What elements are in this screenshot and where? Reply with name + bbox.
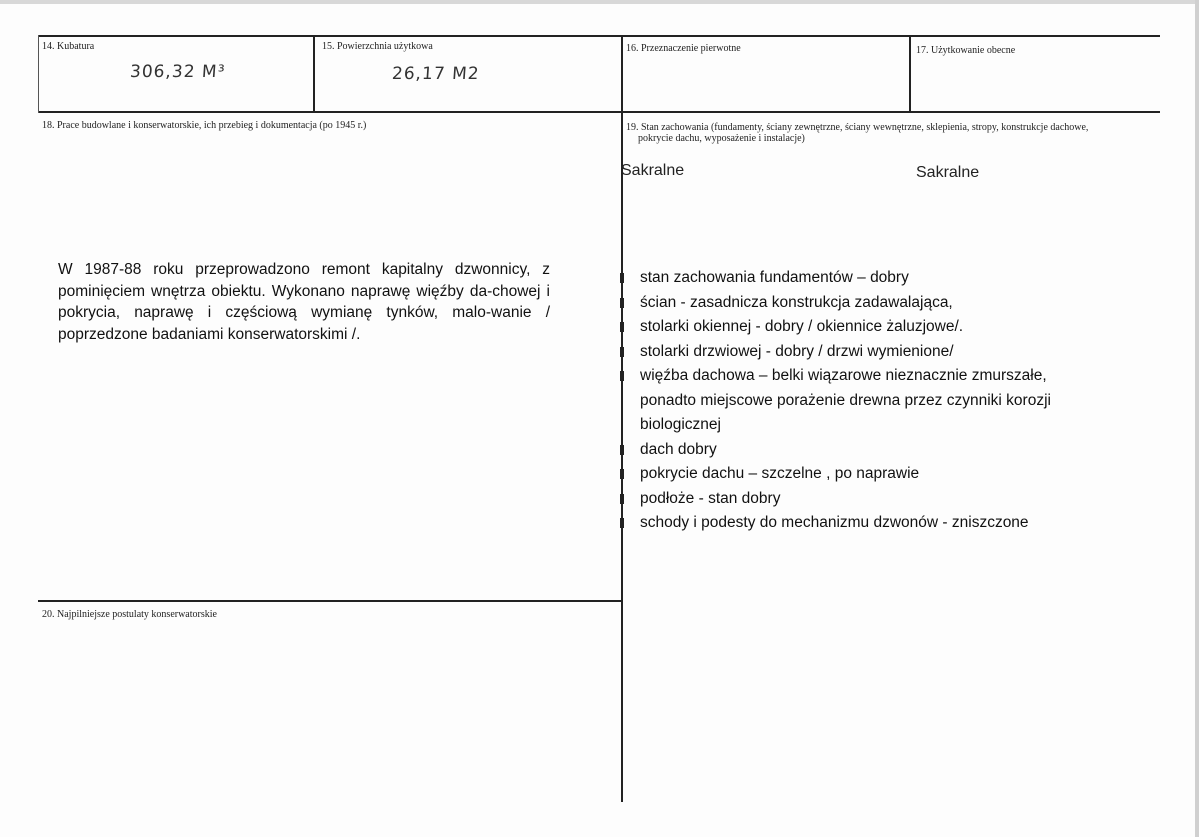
bullet-icon bbox=[620, 298, 624, 308]
list-item-continuation: ponadto miejscowe porażenie drewna przez czynniki korozji bbox=[640, 391, 1051, 409]
border-left bbox=[38, 35, 39, 113]
field-18-text: W 1987-88 roku przeprowadzono remont kapitalny dzwonnicy, z pominięciem wnętrza obiektu. Wykonano naprawę więźby da-chowej i pokrycia, naprawę i częściową wymianę tynków, malo-wanie / poprzedzone badaniami konserwatorskimi /. bbox=[58, 261, 550, 343]
field-16-label: 16. Przeznaczenie pierwotne bbox=[626, 43, 741, 54]
rule-row1-bottom bbox=[38, 111, 1160, 113]
list-item: podłoże - stan dobry bbox=[620, 487, 1110, 512]
bullet-icon bbox=[620, 347, 624, 357]
list-item: stan zachowania fundamentów – dobry bbox=[620, 266, 1110, 291]
field-17-label: 17. Użytkowanie obecne bbox=[916, 45, 1016, 56]
list-item: schody i podesty do mechanizmu dzwonów - zniszczone bbox=[620, 511, 1110, 536]
section-heading-left: Sakralne bbox=[621, 162, 685, 179]
field-15-value: 26,17 M2 bbox=[391, 64, 481, 84]
rule-section18-bottom bbox=[38, 600, 622, 602]
condition-list bbox=[620, 266, 1110, 536]
bullet-icon bbox=[620, 494, 624, 504]
bullet-icon bbox=[620, 469, 624, 479]
scan-edge-right bbox=[1195, 0, 1199, 837]
scan-edge-top bbox=[0, 0, 1199, 4]
list-item: więźba dachowa – belki wiązarowe nieznacznie zmurszałe, bbox=[620, 364, 1110, 389]
list-item: stolarki okiennej - dobry / okiennice żaluzjowe/. bbox=[620, 315, 1110, 340]
bullet-icon bbox=[620, 322, 624, 332]
list-item: dach dobry bbox=[620, 438, 1110, 463]
bullet-icon bbox=[620, 371, 624, 381]
field-14-label: 14. Kubatura bbox=[42, 41, 95, 52]
field-19-label-line1: 19. Stan zachowania (fundamenty, ściany zewnętrzne, ściany wewnętrzne, sklepienia, stropy, konstrukcje dachowe, bbox=[626, 122, 1089, 133]
divider-14-15 bbox=[313, 35, 315, 113]
bullet-icon bbox=[620, 273, 624, 283]
divider-16-17 bbox=[909, 35, 911, 113]
field-20-label: 20. Najpilniejsze postulaty konserwatorskie bbox=[42, 609, 217, 620]
field-18-label: 18. Prace budowlane i konserwatorskie, ich przebieg i dokumentacja (po 1945 r.) bbox=[42, 120, 367, 131]
rule-top bbox=[38, 35, 1160, 37]
list-item: stolarki drzwiowej - dobry / drzwi wymienione/ bbox=[620, 340, 1110, 365]
field-14-value: 306,32 M³ bbox=[129, 62, 227, 82]
list-item-continuation: biologicznej bbox=[640, 416, 721, 433]
bullet-icon bbox=[620, 445, 624, 455]
bullet-icon bbox=[620, 518, 624, 528]
field-19-label-line2: pokrycie dachu, wyposażenie i instalacje) bbox=[638, 133, 805, 144]
section-heading-right: Sakralne bbox=[916, 164, 980, 181]
list-item: ścian - zasadnicza konstrukcja zadawalająca, bbox=[620, 291, 1110, 316]
field-15-label: 15. Powierzchnia użytkowa bbox=[322, 41, 433, 52]
list-item: pokrycie dachu – szczelne , po naprawie bbox=[620, 462, 1110, 487]
